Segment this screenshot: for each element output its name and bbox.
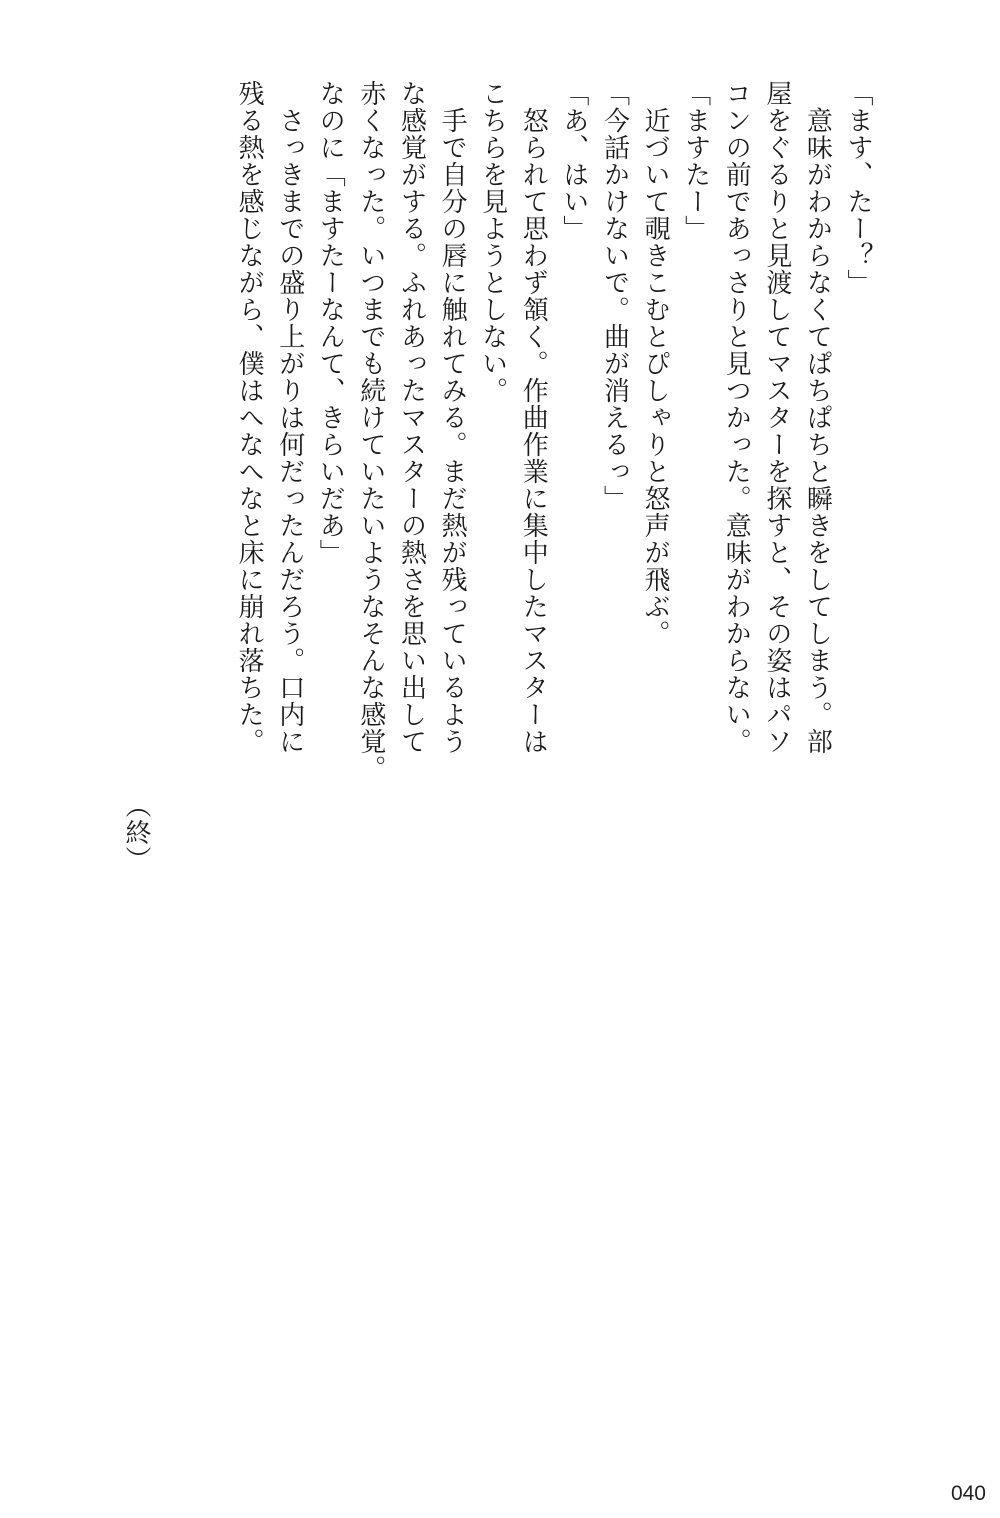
- text-line: 近づいて覗きこむとぴしゃりと怒声が飛ぶ。: [640, 80, 671, 647]
- text-line: 残る熱を感じながら、僕はへなへなと床に崩れ落ちた。: [234, 80, 265, 755]
- text-line: 「今話かけないで。曲が消えるっ」: [599, 80, 630, 512]
- text-line: 「あ、はい」: [558, 80, 589, 242]
- text-line: 屋をぐるりと見渡してマスターを探すと、その姿はパソ: [761, 80, 792, 755]
- text-line: 怒られて思わず頷く。作曲作業に集中したマスターは: [518, 80, 549, 755]
- text-line: な感覚がする。ふれあったマスターの熱さを思い出して: [396, 80, 427, 755]
- text-line: こちらを見ようとしない。: [477, 80, 508, 404]
- text-line: 「ますたー」: [680, 80, 711, 242]
- text-line: さっきまでの盛り上がりは何だったんだろう。口内に: [274, 80, 305, 755]
- text-line: 意味がわからなくてぱちぱちと瞬きをしてしまう。部: [802, 80, 833, 755]
- text-line: コンの前であっさりと見つかった。意味がわからない。: [721, 80, 752, 755]
- text-line: なのに「ますたーなんて、きらいだあ」: [315, 80, 346, 566]
- text-line: 赤くなった。いつまでも続けていたいようなそんな感覚。: [355, 80, 386, 782]
- end-mark: （終）: [121, 792, 151, 873]
- body-text: [229, 80, 879, 782]
- page-number: 040: [950, 1482, 986, 1505]
- text-line: 手で自分の唇に触れてみる。まだ熱が残っているよう: [437, 80, 468, 755]
- text-line: 「ます、たー？」: [843, 80, 873, 296]
